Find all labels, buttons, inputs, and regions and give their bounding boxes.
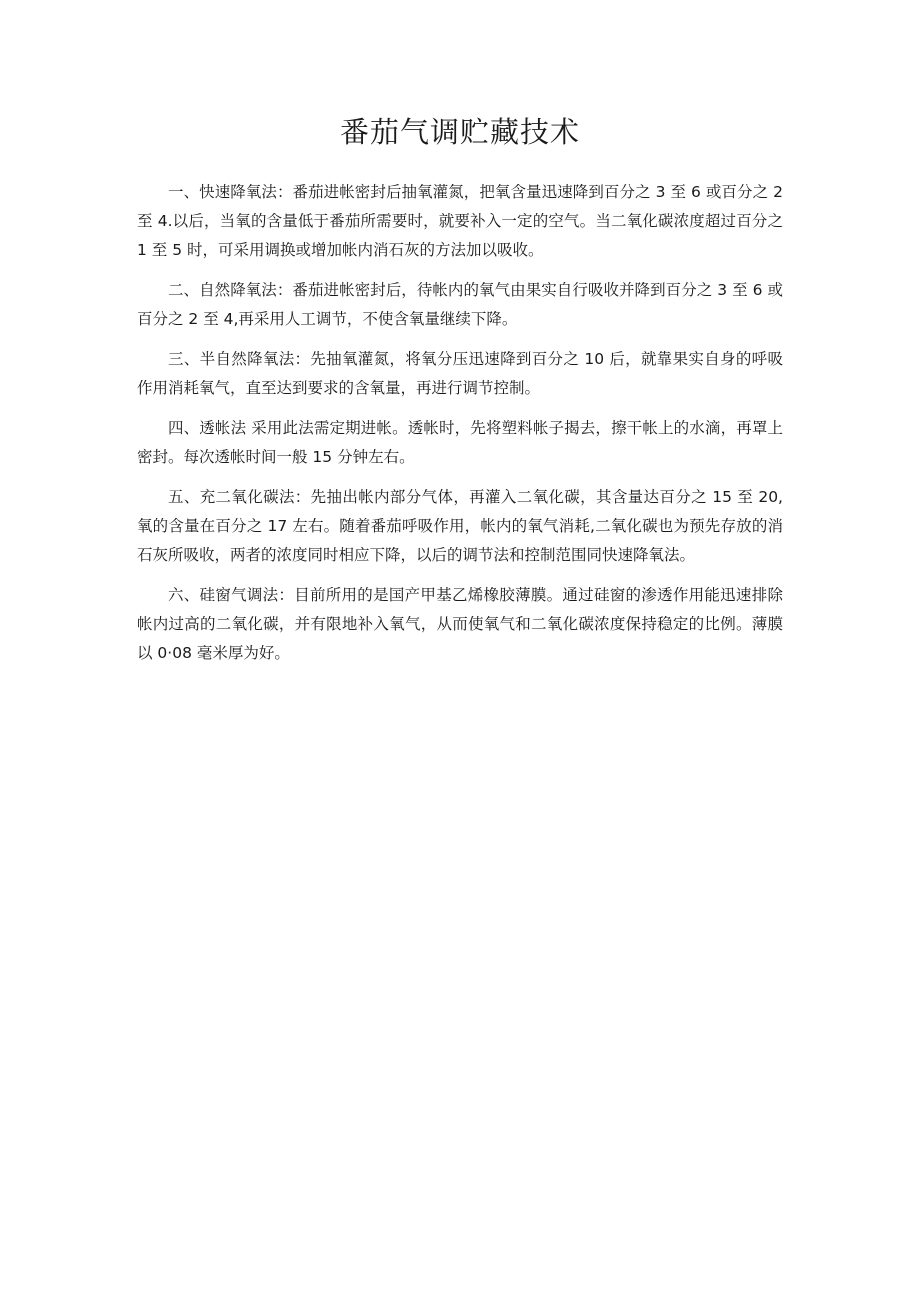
document-title: 番茄气调贮藏技术 (339, 115, 580, 149)
document-body (137, 178, 783, 679)
paragraph-silicon-window: 六、硅窗气调法：目前所用的是国产甲基乙烯橡胶薄膜。通过硅窗的渗透作用能迅速排除帐内过高的二氧化碳，并有限地补入氧气，从而使氧气和二氧化碳浓度保持稳定的比例。薄膜以 0·08 毫米厚为好。 (137, 586, 783, 662)
paragraph-natural-oxygen-reduction: 二、自然降氧法：番茄进帐密封后，待帐内的氧气由果实自行吸收并降到百分之 3 至 6 或百分之 2 至 4,再采用人工调节，不使含氧量继续下降。 (137, 281, 783, 328)
paragraph-tent-ventilation: 四、透帐法 采用此法需定期进帐。透帐时，先将塑料帐子揭去，擦干帐上的水滴，再罩上密封。每次透帐时间一般 15 分钟左右。 (137, 419, 783, 466)
paragraph-carbon-dioxide-filling: 五、充二氧化碳法：先抽出帐内部分气体，再灌入二氧化碳，其含量达百分之 15 至 20,氧的含量在百分之 17 左右。随着番茄呼吸作用，帐内的氧气消耗,二氧化碳也为预先存放的消石灰所吸收，两者的浓度同时相应下降，以后的调节法和控制范围同快速降氧法。 (137, 488, 783, 564)
paragraph-semi-natural-oxygen-reduction: 三、半自然降氧法：先抽氧灌氮，将氧分压迅速降到百分之 10 后，就靠果实自身的呼吸作用消耗氧气，直至达到要求的含氧量，再进行调节控制。 (137, 350, 783, 397)
paragraph-rapid-oxygen-reduction: 一、快速降氧法：番茄进帐密封后抽氧灌氮，把氧含量迅速降到百分之 3 至 6 或百分之 2 至 4.以后，当氧的含量低于番茄所需要时，就要补入一定的空气。当二氧化碳浓度超过百分之 1 至 5 时，可采用调换或增加帐内消石灰的方法加以吸收。 (137, 183, 783, 259)
